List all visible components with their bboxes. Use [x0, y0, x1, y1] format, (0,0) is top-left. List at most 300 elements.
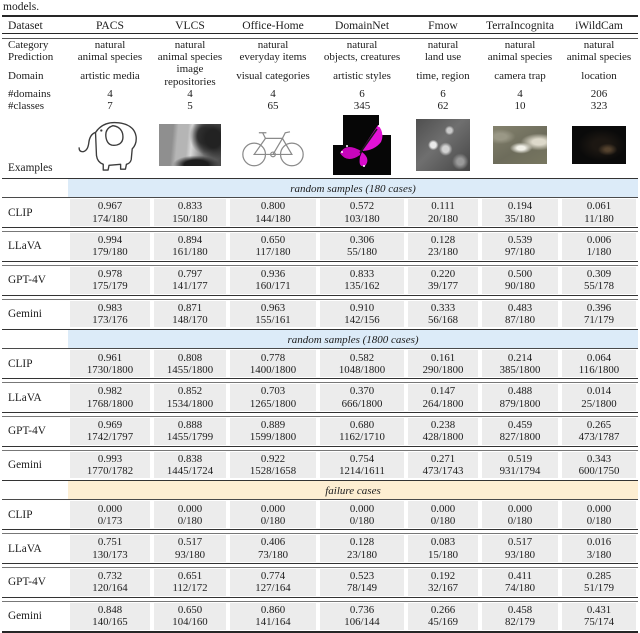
result-cell [152, 232, 228, 261]
section-band-row [2, 481, 638, 499]
result-cell [560, 198, 638, 227]
accuracy-value: 0.000 [177, 502, 203, 515]
result-cell [480, 198, 560, 227]
accuracy-value: 0.838 [177, 452, 203, 465]
accuracy-value: 0.963 [260, 301, 286, 314]
count-value: 104/160 [172, 616, 208, 629]
column-header-dataset: Dataset [8, 18, 43, 32]
result-cell [560, 232, 638, 261]
accuracy-value: 0.406 [260, 536, 286, 549]
count-value: 264/1800 [422, 397, 464, 410]
result-cell [560, 266, 638, 295]
result-cell [560, 300, 638, 329]
result-cell [68, 266, 152, 295]
count-value: 71/179 [584, 313, 614, 326]
accuracy-value: 0.064 [586, 351, 612, 364]
meta-value: natural [346, 39, 378, 51]
accuracy-value: 0.016 [586, 536, 612, 549]
count-value: 75/174 [584, 616, 614, 629]
column-header-vlcs: VLCS [175, 18, 205, 32]
result-cell [560, 451, 638, 480]
result-cell [480, 232, 560, 261]
result-cell [68, 534, 152, 563]
meta-value: natural [257, 39, 289, 51]
example-cell [318, 112, 406, 177]
accuracy-value: 0.194 [507, 200, 533, 213]
accuracy-value: 0.309 [586, 267, 612, 280]
meta-value: land use [424, 51, 462, 64]
table-bottom-rule-cell [2, 631, 638, 633]
accuracy-value: 0.978 [97, 267, 123, 280]
count-value: 112/172 [172, 582, 208, 595]
model-name: Gemini [2, 602, 68, 631]
section-band-row [2, 179, 638, 197]
accuracy-value: 0.993 [97, 452, 123, 465]
result-cell [406, 534, 480, 563]
result-cell [152, 602, 228, 631]
accuracy-value: 0.808 [177, 351, 203, 364]
count-value: 175/179 [92, 280, 128, 293]
model-name: CLIP [2, 500, 68, 529]
bicycle-drawing-image [228, 121, 318, 169]
example-cell [228, 112, 318, 177]
count-value: 3/180 [586, 548, 612, 561]
count-value: 155/161 [255, 313, 291, 326]
example-cell [68, 112, 152, 177]
examples-label: Examples [8, 162, 53, 175]
accuracy-value: 0.650 [177, 604, 203, 616]
count-value: 25/1800 [581, 397, 617, 410]
result-cell [406, 451, 480, 480]
count-value: 55/178 [584, 280, 614, 293]
meta-row-domains [2, 88, 638, 100]
result-cell [560, 568, 638, 597]
count-value: 428/1800 [422, 431, 464, 444]
accuracy-value: 0.833 [349, 267, 375, 280]
count-value: 827/1800 [499, 431, 541, 444]
count-value: 23/180 [347, 548, 377, 561]
count-value: 1534/1800 [166, 397, 214, 410]
accuracy-value: 0.333 [430, 301, 456, 314]
count-value: 82/179 [505, 616, 535, 629]
count-value: 127/164 [255, 582, 291, 595]
count-value: 35/180 [505, 212, 535, 225]
accuracy-value: 0.271 [430, 452, 456, 465]
model-name: Gemini [2, 300, 68, 329]
model-name: CLIP [2, 349, 68, 378]
count-value: 1770/1782 [86, 465, 134, 478]
accuracy-value: 0.000 [97, 502, 123, 515]
count-value: 144/180 [255, 212, 291, 225]
count-value: 0/173 [97, 514, 123, 527]
result-cell [152, 349, 228, 378]
model-name: LLaVA [2, 383, 68, 412]
meta-value: time, region [416, 69, 470, 82]
count-value: 87/180 [505, 313, 535, 326]
count-value: 1/180 [586, 246, 612, 259]
result-cell [228, 349, 318, 378]
result-cell [406, 568, 480, 597]
count-value: 135/162 [344, 280, 380, 293]
count-value: 93/180 [505, 548, 535, 561]
result-cell [318, 232, 406, 261]
result-cell [228, 534, 318, 563]
count-value: 0/180 [586, 514, 612, 527]
count-value: 1265/1800 [249, 397, 297, 410]
result-cell [318, 349, 406, 378]
accuracy-value: 0.983 [97, 301, 123, 314]
result-cell [68, 500, 152, 529]
example-cell [152, 112, 228, 177]
model-row-gpt-4v [2, 568, 638, 597]
count-value: 473/1743 [422, 465, 464, 478]
count-value: 130/173 [92, 548, 128, 561]
result-cell [68, 568, 152, 597]
example-cell [480, 112, 560, 177]
accuracy-value: 0.083 [430, 536, 456, 549]
band-spacer [2, 330, 68, 348]
accuracy-value: 0.922 [260, 452, 286, 465]
result-cell [480, 417, 560, 446]
meta-row-label: Prediction [8, 51, 54, 64]
accuracy-value: 0.572 [349, 200, 375, 213]
section-title-cell [68, 481, 638, 499]
accuracy-value: 0.000 [586, 502, 612, 515]
count-value: 385/1800 [499, 363, 541, 376]
count-value: 1768/1800 [86, 397, 134, 410]
accuracy-value: 0.732 [97, 570, 123, 583]
model-name: CLIP [2, 198, 68, 227]
result-cell [68, 417, 152, 446]
accuracy-value: 0.778 [260, 351, 286, 364]
meta-row-category [2, 39, 638, 51]
result-cell [560, 349, 638, 378]
meta-value: artistic media [80, 69, 140, 82]
result-cell [318, 500, 406, 529]
column-header-iwildcam: iWildCam [575, 18, 623, 32]
count-value: 141/164 [255, 616, 291, 629]
accuracy-value: 0.800 [260, 200, 286, 213]
aerial-satellite-image [406, 119, 480, 171]
accuracy-value: 0.650 [260, 234, 286, 247]
accuracy-value: 0.754 [349, 452, 375, 465]
accuracy-value: 0.459 [507, 419, 533, 432]
result-cell [152, 300, 228, 329]
accuracy-value: 0.539 [507, 234, 533, 247]
result-cell [480, 534, 560, 563]
model-name: GPT-4V [2, 568, 68, 597]
result-cell [406, 383, 480, 412]
accuracy-value: 0.651 [177, 570, 203, 583]
band-spacer [2, 481, 68, 499]
dataset-benchmark-table [2, 15, 638, 633]
accuracy-value: 0.000 [349, 502, 375, 515]
count-value: 1445/1724 [166, 465, 214, 478]
meta-value: natural [94, 39, 126, 51]
count-value: 179/180 [92, 246, 128, 259]
meta-value: natural [174, 39, 206, 51]
result-cell [480, 300, 560, 329]
model-row-llava [2, 383, 638, 412]
meta-value: 6 [440, 87, 446, 100]
meta-value: 4 [517, 87, 523, 100]
accuracy-value: 0.967 [97, 200, 123, 213]
section-title-cell [68, 330, 638, 348]
result-cell [68, 232, 152, 261]
meta-value: 206 [590, 87, 608, 100]
meta-value: camera trap [494, 69, 546, 82]
accuracy-value: 0.848 [97, 604, 123, 616]
model-row-gpt-4v [2, 417, 638, 446]
column-header-fmow: Fmow [428, 18, 458, 32]
count-value: 15/180 [428, 548, 458, 561]
result-cell [68, 451, 152, 480]
result-cell [152, 534, 228, 563]
accuracy-value: 0.751 [97, 536, 123, 549]
count-value: 74/180 [505, 582, 535, 595]
count-value: 55/180 [347, 246, 377, 259]
count-value: 473/1787 [578, 431, 620, 444]
accuracy-value: 0.894 [177, 234, 203, 247]
result-cell [480, 500, 560, 529]
accuracy-value: 0.192 [430, 570, 456, 583]
result-cell [228, 451, 318, 480]
result-cell [68, 300, 152, 329]
result-cell [228, 300, 318, 329]
count-value: 1730/1800 [86, 363, 134, 376]
result-cell [406, 500, 480, 529]
accuracy-value: 0.860 [260, 604, 286, 616]
model-row-gpt-4v [2, 266, 638, 295]
result-cell [480, 349, 560, 378]
count-value: 140/165 [92, 616, 128, 629]
accuracy-value: 0.982 [97, 385, 123, 398]
table-header-row [2, 17, 638, 33]
model-row-gemini [2, 300, 638, 329]
count-value: 666/1800 [341, 397, 383, 410]
result-cell [152, 417, 228, 446]
accuracy-value: 0.014 [586, 385, 612, 398]
meta-row-label: Category [8, 39, 49, 51]
result-cell [480, 602, 560, 631]
result-cell [152, 383, 228, 412]
example-cell [406, 112, 480, 177]
count-value: 117/180 [255, 246, 291, 259]
accuracy-value: 0.006 [586, 234, 612, 247]
result-cell [560, 602, 638, 631]
accuracy-value: 0.994 [97, 234, 123, 247]
count-value: 160/171 [255, 280, 291, 293]
caption-tail-text: models. [3, 1, 40, 13]
result-cell [228, 500, 318, 529]
result-cell [68, 602, 152, 631]
meta-value: 10 [514, 100, 526, 113]
model-row-clip [2, 500, 638, 529]
count-value: 106/144 [344, 616, 380, 629]
accuracy-value: 0.238 [430, 419, 456, 432]
result-cell [152, 568, 228, 597]
result-cell [406, 198, 480, 227]
meta-value: animal species [566, 51, 632, 64]
result-cell [152, 500, 228, 529]
accuracy-value: 0.889 [260, 419, 286, 432]
result-cell [152, 198, 228, 227]
accuracy-value: 0.774 [260, 570, 286, 583]
result-cell [228, 383, 318, 412]
accuracy-value: 0.000 [430, 502, 456, 515]
meta-row-label: #classes [8, 100, 45, 113]
accuracy-value: 0.517 [177, 536, 203, 549]
accuracy-value: 0.306 [349, 234, 375, 247]
count-value: 1455/1800 [166, 363, 214, 376]
count-value: 0/180 [507, 514, 533, 527]
count-value: 1400/1800 [249, 363, 297, 376]
column-header-domainnet: DomainNet [334, 18, 390, 32]
count-value: 0/180 [177, 514, 203, 527]
result-cell [480, 383, 560, 412]
result-cell [480, 266, 560, 295]
count-value: 56/168 [428, 313, 458, 326]
count-value: 11/180 [584, 212, 614, 225]
model-row-gemini [2, 602, 638, 631]
result-cell [560, 534, 638, 563]
accuracy-value: 0.582 [349, 351, 375, 364]
meta-value: artistic styles [333, 69, 391, 82]
meta-row-prediction [2, 51, 638, 63]
accuracy-value: 0.703 [260, 385, 286, 398]
meta-value: natural [504, 39, 536, 51]
table-bottom-rule-line [2, 631, 638, 633]
result-cell [228, 232, 318, 261]
accuracy-value: 0.214 [507, 351, 533, 364]
count-value: 32/167 [428, 582, 458, 595]
meta-value: animal species [157, 51, 223, 64]
result-cell [406, 300, 480, 329]
count-value: 290/1800 [422, 363, 464, 376]
meta-row-domain [2, 63, 638, 87]
accuracy-value: 0.396 [586, 301, 612, 314]
meta-value: 345 [353, 100, 371, 113]
result-cell [152, 266, 228, 295]
column-header-office-home: Office-Home [242, 18, 304, 32]
count-value: 51/179 [584, 582, 614, 595]
count-value: 45/169 [428, 616, 458, 629]
meta-row-label: #domains [8, 87, 51, 100]
accuracy-value: 0.000 [260, 502, 286, 515]
model-name: GPT-4V [2, 417, 68, 446]
count-value: 0/180 [349, 514, 375, 527]
meta-value: 62 [437, 100, 449, 113]
count-value: 148/170 [172, 313, 208, 326]
examples-row [2, 112, 638, 177]
accuracy-value: 0.936 [260, 267, 286, 280]
accuracy-value: 0.871 [177, 301, 203, 314]
result-cell [152, 451, 228, 480]
count-value: 141/177 [172, 280, 208, 293]
result-cell [318, 417, 406, 446]
model-name: LLaVA [2, 534, 68, 563]
count-value: 78/149 [347, 582, 377, 595]
result-cell [228, 266, 318, 295]
count-value: 73/180 [258, 548, 288, 561]
accuracy-value: 0.488 [507, 385, 533, 398]
count-value: 1599/1800 [249, 431, 297, 444]
result-cell [228, 198, 318, 227]
column-header-terraincognita: TerraIncognita [485, 18, 555, 32]
accuracy-value: 0.343 [586, 452, 612, 465]
count-value: 116/1800 [578, 363, 620, 376]
result-cell [560, 500, 638, 529]
count-value: 1742/1797 [86, 431, 134, 444]
meta-value: 4 [107, 87, 113, 100]
band-spacer [2, 179, 68, 197]
meta-row-classes [2, 100, 638, 112]
accuracy-value: 0.431 [586, 604, 612, 616]
model-row-clip [2, 198, 638, 227]
count-value: 174/180 [92, 212, 128, 225]
count-value: 142/156 [344, 313, 380, 326]
model-row-llava [2, 534, 638, 563]
elephant-sketch-image [68, 117, 152, 173]
meta-row-label: Domain [8, 69, 44, 82]
count-value: 97/180 [505, 246, 535, 259]
accuracy-value: 0.736 [349, 604, 375, 616]
accuracy-value: 0.458 [507, 604, 533, 616]
result-cell [318, 300, 406, 329]
meta-value: animal species [487, 51, 553, 64]
meta-value: 323 [590, 100, 608, 113]
count-value: 1214/1611 [339, 465, 385, 478]
result-cell [228, 417, 318, 446]
accuracy-value: 0.517 [507, 536, 533, 549]
meta-value: 6 [359, 87, 365, 100]
meta-value: visual categories [236, 69, 310, 82]
meta-value: 7 [107, 100, 113, 113]
accuracy-value: 0.833 [177, 200, 203, 213]
table-bottom-rule [2, 631, 638, 633]
section-title: random samples (1800 cases) [287, 334, 419, 347]
count-value: 931/1794 [499, 465, 541, 478]
accuracy-value: 0.680 [349, 419, 375, 432]
meta-value: natural [583, 39, 615, 51]
accuracy-value: 0.483 [507, 301, 533, 314]
camera-trap-image [480, 126, 560, 164]
butterfly-art-image [318, 115, 406, 175]
count-value: 90/180 [505, 280, 535, 293]
accuracy-value: 0.523 [349, 570, 375, 583]
model-row-gemini [2, 451, 638, 480]
model-name: Gemini [2, 451, 68, 480]
accuracy-value: 0.411 [508, 570, 532, 583]
result-cell [318, 266, 406, 295]
accuracy-value: 0.147 [430, 385, 456, 398]
model-row-llava [2, 232, 638, 261]
result-cell [480, 568, 560, 597]
result-cell [406, 349, 480, 378]
meta-value: objects, creatures [323, 51, 401, 64]
meta-value: image repositories [164, 63, 216, 88]
accuracy-value: 0.265 [586, 419, 612, 432]
result-cell [480, 451, 560, 480]
result-cell [228, 568, 318, 597]
accuracy-value: 0.000 [507, 502, 533, 515]
count-value: 93/180 [175, 548, 205, 561]
model-row-clip [2, 349, 638, 378]
meta-value: location [581, 69, 617, 82]
accuracy-value: 0.161 [430, 351, 456, 364]
count-value: 1162/1710 [339, 431, 385, 444]
accuracy-value: 0.266 [430, 604, 456, 616]
